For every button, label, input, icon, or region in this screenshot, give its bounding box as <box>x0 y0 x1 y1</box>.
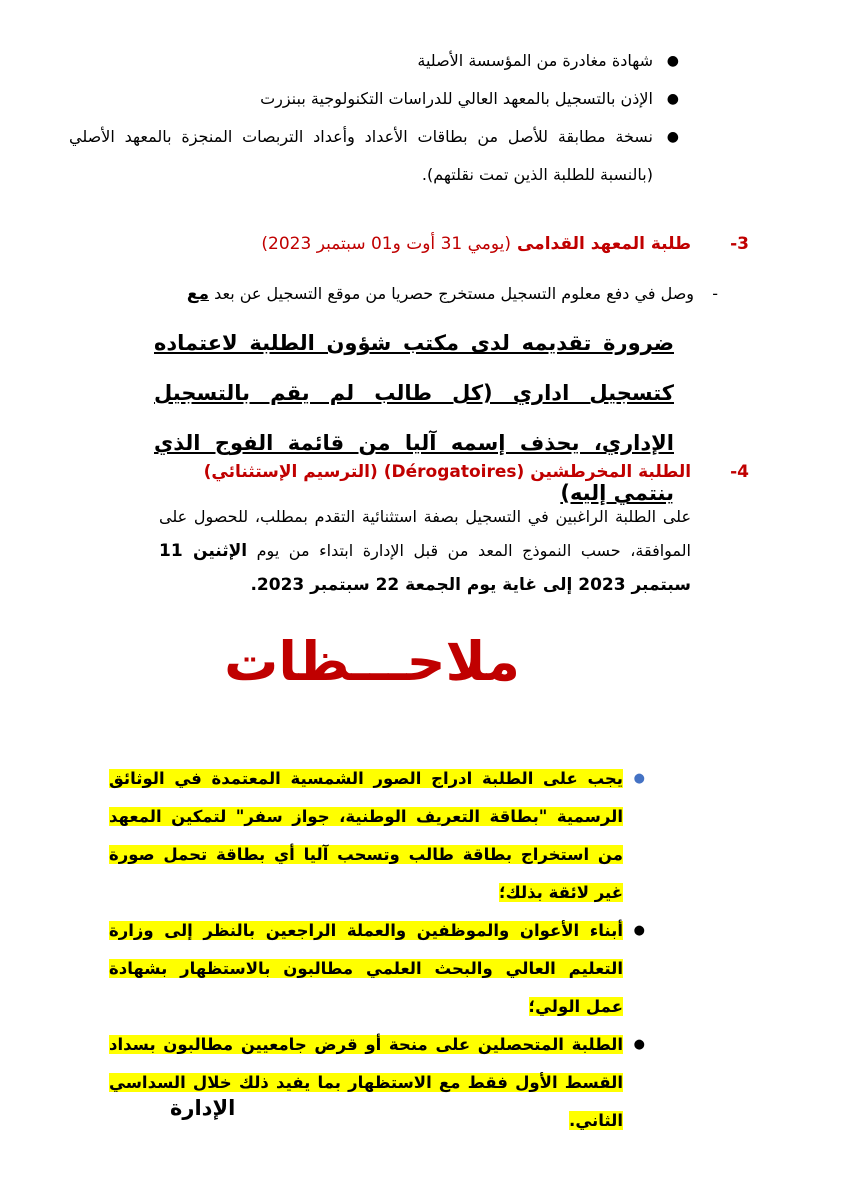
bullet-icon: ● <box>633 771 645 786</box>
notes-list <box>109 760 649 1140</box>
payment-receipt-text: وصل في دفع معلوم التسجيل مستخرج حصريا من موقع التسجيل عن بعد <box>214 284 694 303</box>
section-title: طلبة المعهد القدامى <box>516 234 692 254</box>
deadline-dates: الإثنين 11 سبتمبر 2023 إلى غاية يوم الجمعة 22 سبتمبر 2023. <box>159 541 691 595</box>
bullet-icon: ● <box>633 923 645 938</box>
list-item: ● شهادة مغادرة من المؤسسة الأصلية <box>69 42 679 80</box>
section-4-paragraph: على الطلبة الراغبين في التسجيل بصفة استثنائية التقدم بمطلب، للحصول على الموافقة، حسب النموذج المعد من قبل الإدارة ابتداء من يوم الإثنين 11 سبتمبر 2023 إلى غاية يوم الجمعة 22 سبتمبر 2023. <box>159 507 691 595</box>
bullet-icon: ● <box>633 1037 645 1052</box>
notes-title: ملاحـــظات <box>224 630 520 693</box>
admin-registration-warning: ضرورة تقديمه لدى مكتب شؤون الطلبة لاعتماده كتسجيل اداري (كل طالب لم يقم بالتسجيل الإداري، يحذف إسمه آليا من قائمة الفوج الذي ينتمي إليه) <box>154 331 674 505</box>
bullet-icon: ● <box>666 91 679 107</box>
required-documents-list <box>69 42 679 194</box>
section-3-heading <box>261 234 749 254</box>
list-item: ● أبناء الأعوان والموظفين والعملة الراجعين بالنظر إلى وزارة التعليم العالي والبحث العلمي مطالبون بالاستظهار بشهادة عمل الولي؛ <box>109 912 649 1026</box>
list-item: ● الإذن بالتسجيل بالمعهد العالي للدراسات التكنولوجية ببنزرت <box>69 80 679 118</box>
section-4-heading <box>204 462 749 482</box>
bullet-icon: ● <box>666 53 679 69</box>
section-number: 4- <box>730 462 749 482</box>
signature: الإدارة <box>170 1096 236 1120</box>
section-3-line <box>154 284 718 304</box>
section-dates: (يومي 31 أوت و01 سبتمبر 2023) <box>261 234 512 254</box>
section-subtitle: (الترسيم الإستثنائي) <box>203 462 378 482</box>
list-item: ● الطلبة المتحصلين على منحة أو قرض جامعيين مطالبون بسداد القسط الأول فقط مع الاستظهار بما يفيد ذلك خلال السداسي الثاني. <box>109 1026 649 1140</box>
list-item: ● يجب على الطلبة ادراج الصور الشمسية المعتمدة في الوثائق الرسمية "بطاقة التعريف الوطنية، جواز سفر" لتمكين المعهد من استخراج بطاقة طالب وتسحب آليا أي بطاقة تحمل صورة غير لائقة بذلك؛ <box>109 760 649 912</box>
section-number: 3- <box>730 234 749 254</box>
with-word: مع <box>186 284 209 304</box>
section-title: الطلبة المخرطشين (Dérogatoires) <box>383 462 692 482</box>
bullet-icon: ● <box>666 129 679 145</box>
list-item: ● نسخة مطابقة للأصل من بطاقات الأعداد وأعداد التربصات المنجزة بالمعهد الأصلي (بالنسبة للطلبة الذين تمت نقلتهم). <box>69 118 679 194</box>
dash-marker: - <box>712 284 718 303</box>
